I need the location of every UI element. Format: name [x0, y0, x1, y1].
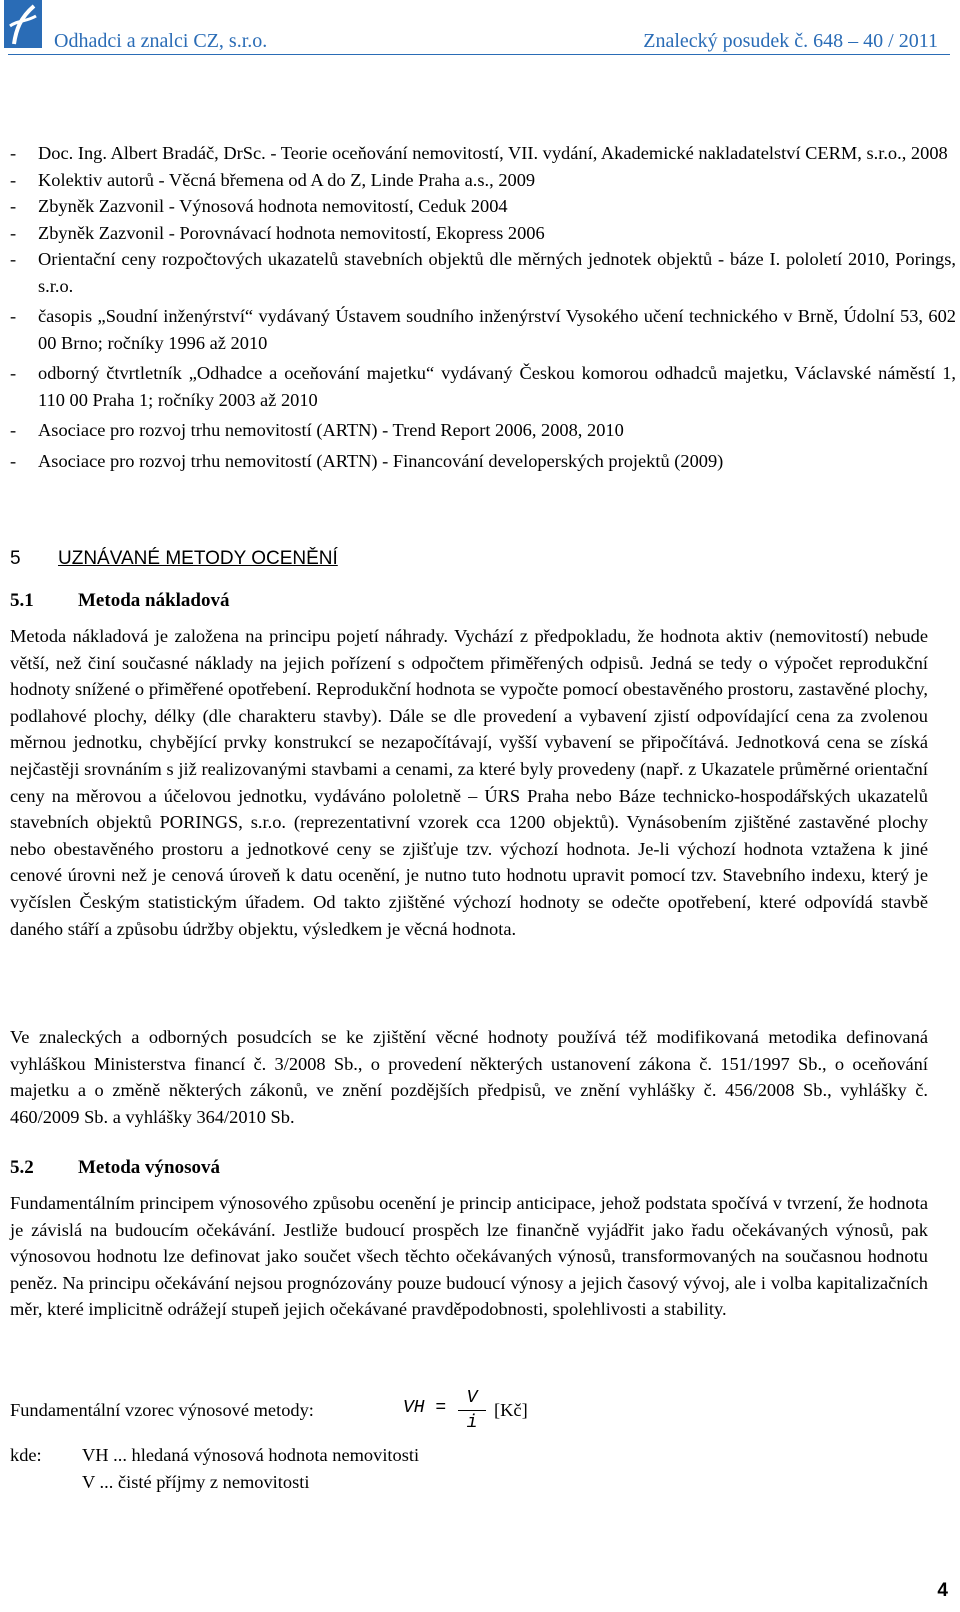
- section-number: 5: [10, 548, 21, 569]
- paragraph-cost-method-legal: Ve znaleckých a odborných posudcích se ke zjištění věcné hodnoty používá též modifikovaná metodika definovaná vyhláškou Ministerstva financí č. 3/2008 Sb., o provedení některých ustanovení zákona č. 151/1997 Sb., o oceňování majetku a o změně některých zákonů, ve znění pozdějších předpisů, ve znění vyhlášky č. 456/2008 Sb., vyhlášky č. 460/2009 Sb. a vyhlášky 364/2010 Sb.: [10, 1027, 928, 1127]
- formula-lhs: VH =: [403, 1398, 447, 1418]
- subsection-heading-cost: 5.1 Metoda nákladová: [10, 590, 230, 611]
- list-item: - Orientační ceny rozpočtových ukazatelů stavebních objektů dle měrných jednotek objektů - báze I. pololetí 2010, Porings, s.r.o.: [10, 249, 956, 296]
- paragraph-cost-method: Metoda nákladová je založena na principu pojetí náhrady. Vychází z předpokladu, že hodnota aktiv (nemovitostí) nebude větší, než činí současné náklady na jejich pořízení s odpočtem přiměřených odpisů. Jedná se tedy o výpočet reprodukční hodnoty snížené o přiměřené opotřebení. Reprodukční hodnota se vypočte pomocí obestavěného prostoru, zastavěné plochy, podlahové plochy, délky (dle charakteru stavby). Dále se dle provedení a vybavení zjistí odpovídající cena za zvolenou měrnou jednotku, chybějící prvky konstrukcí se nezapočítávají, vyšší vybavení se připočítává. Jednotková cena se získá nejčastěji srovnáním s již realizovanými stavbami a cenami, za které byly provedeny (např. z Ukazatele průměrné orientační ceny na měrovou a účelovou jednotku, vydáváno pololetně – ÚRS Praha nebo Báze technicko-hospodářských ukazatelů stavebních objektů PORINGS, s.r.o. (reprezentativní vzorek cca 1200 objektů). Vynásobením zjištěné zastavěné plochy nebo obestavěného prostoru a jednotkové ceny se zjišťuje tzv. výchozí hodnota. Je-li výchozí hodnota vztažena k jiné cenové úrovni než je cenová úroveň k datu ocenění, je nutno tuto hodnotu upravit pomocí tzv. Stavebního indexu, který je vyčíslen Českým statistickým úřadem. Od takto zjištěné výchozí hodnoty se odečte opotřebení, které odpovídá stavbě daného stáří a způsobu údržby objektu, výsledkem je věcná hodnota.: [10, 626, 928, 939]
- subsection-heading-income: 5.2 Metoda výnosová: [10, 1157, 220, 1178]
- list-item: - časopis „Soudní inženýrství“ vydávaný Ústavem soudního inženýrství Vysokého učení technického v Brně, Údolní 53, 602 00 Brno; ročníky 1996 až 2010: [10, 306, 956, 353]
- list-item: - Asociace pro rozvoj trhu nemovitostí (ARTN) - Financování developerských projektů (2009): [10, 450, 724, 471]
- formula-unit: [Kč]: [494, 1400, 528, 1420]
- section-title: UZNÁVANÉ METODY OCENĚNÍ: [58, 548, 338, 569]
- formula-fraction: [458, 1388, 486, 1433]
- list-item: - Zbyněk Zazvonil - Výnosová hodnota nemovitostí, Ceduk 2004: [10, 196, 508, 216]
- paragraph-income-method: Fundamentálním principem výnosového způsobu ocenění je princip anticipace, jehož podstata spočívá v tvrzení, že hodnota je závislá na budoucím očekávání. Jestliže budoucí prospěch lze finančně vyjádřit jako řadu očekávaných výnosů, pak výnosovou hodnotu lze definovat jako součet všech těchto očekávaných výnosů, transformovaných na současnou hodnotu peněz. Na principu očekávání nejsou prognózovány pouze budoucí výnosy a jejich časový vývoj, ale i volba kapitalizačních měr, které implicitně odrážejí stupeň jejich očekávané pravděpodobnosti, spolehlivosti a stability.: [10, 1193, 928, 1320]
- section-heading: [10, 548, 338, 570]
- header-report-number: Znalecký posudek č. 648 – 40 / 2011: [643, 30, 938, 52]
- formula-denominator: i: [466, 1413, 478, 1433]
- list-item: - Zbyněk Zazvonil - Porovnávací hodnota nemovitostí, Ekopress 2006: [10, 222, 545, 243]
- list-item: - Asociace pro rozvoj trhu nemovitostí (ARTN) - Trend Report 2006, 2008, 2010: [10, 420, 624, 440]
- company-logo-icon: [4, 0, 42, 48]
- formula-block: [10, 1388, 710, 1442]
- page-number: 4: [937, 1580, 948, 1601]
- formula-label: Fundamentální vzorec výnosové metody:: [10, 1400, 314, 1420]
- formula-numerator: V: [466, 1388, 478, 1408]
- fraction-bar: [458, 1410, 486, 1411]
- list-item: - odborný čtvrtletník „Odhadce a oceňování majetku“ vydávaný Českou komorou odhadců majetku, Václavské náměstí 1, 110 00 Praha 1; ročníky 2003 až 2010: [10, 363, 956, 410]
- bibliography-list: [10, 140, 956, 474]
- header-company: Odhadci a znalci CZ, s.r.o.: [54, 30, 268, 52]
- header-divider: [8, 54, 950, 55]
- list-item: - Doc. Ing. Albert Bradáč, DrSc. - Teorie oceňování nemovitostí, VII. vydání, Akademické nakladatelství CERM, s.r.o., 2008: [10, 143, 948, 163]
- list-item: - Kolektiv autorů - Věcná břemena od A do Z, Linde Praha a.s., 2009: [10, 169, 536, 190]
